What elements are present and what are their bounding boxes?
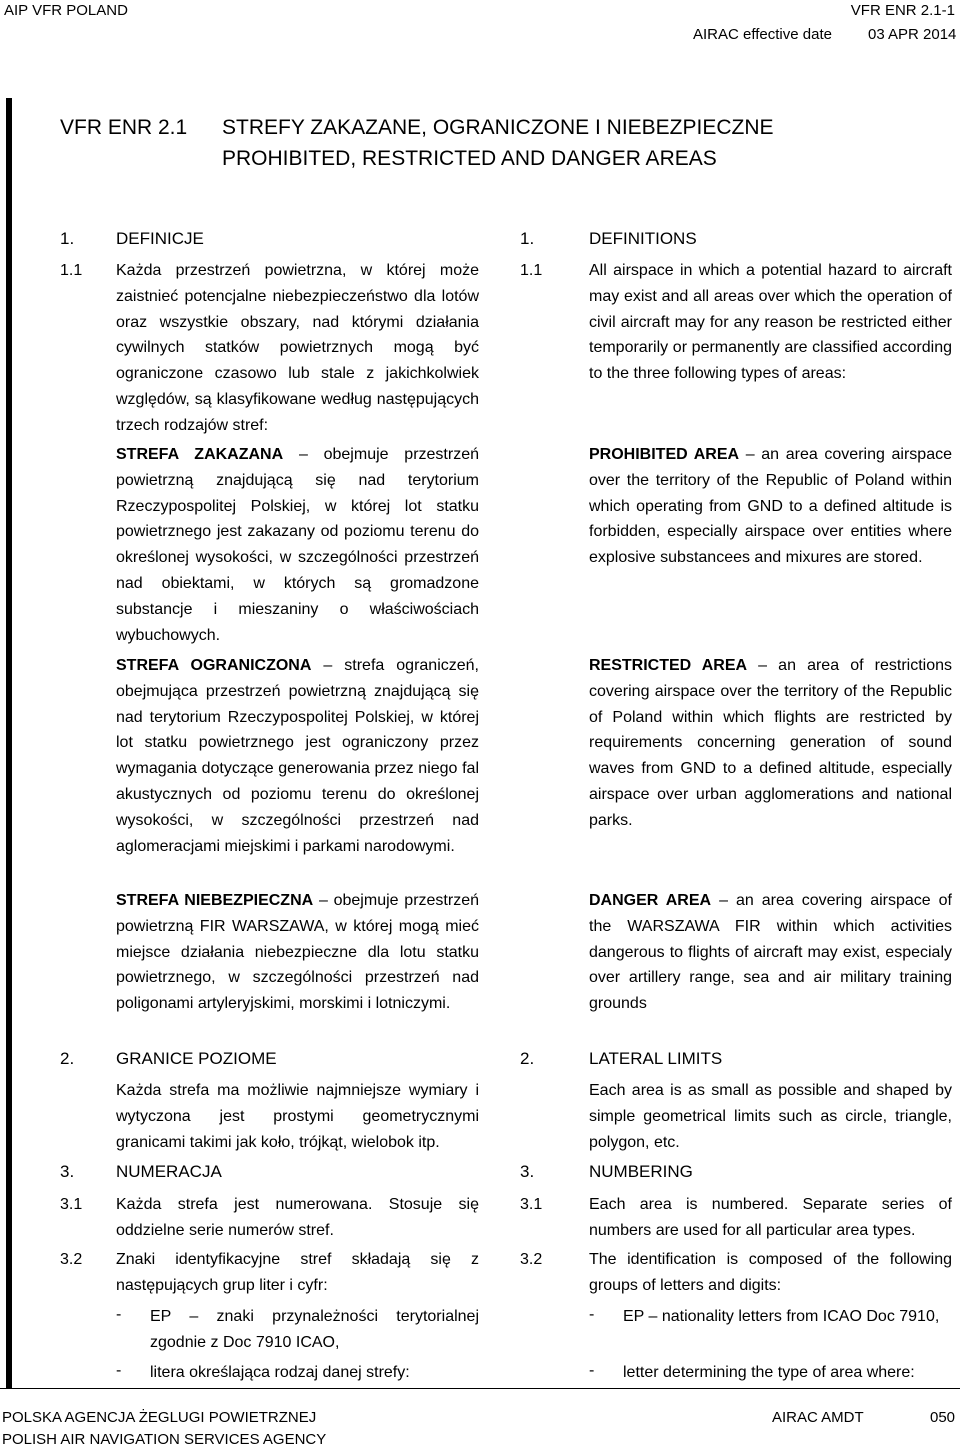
en-para-3-2: The identification is composed of the following groups of letters and digits: xyxy=(589,1251,952,1294)
pl-bullet-1: EP – znaki przynależności terytorialnej zgodnie z Doc 7910 ICAO, xyxy=(150,1308,479,1351)
page-reference: VFR ENR 2.1-1 xyxy=(850,2,955,19)
pl-para-3-2: Znaki identyfikacyjne stref składają się z następujących grup liter i cyfr: xyxy=(116,1251,479,1294)
pl-danger-def xyxy=(116,888,479,1017)
pl-section-2-title: GRANICE POZIOME xyxy=(116,1049,277,1068)
en-section-1-number: 1. xyxy=(520,229,535,248)
en-section-2-text: Each area is as small as possible and shaped by simple geometrical limits such as circle, triangle, polygon, etc. xyxy=(589,1082,952,1151)
pl-bullet-2: litera określająca rodzaj danej strefy: xyxy=(150,1364,410,1381)
pl-prohibited-text: – obejmuje przestrzeń powietrzną znajdującą się nad terytorium Rzeczypospolitej Polskiej, w której lot statku powietrznego jest zakazany od poziomu terenu do określonej wysokości, w szczególności przestrzeń nad obiektami, w których są gromadzone substancje i mieszaniny o właściwościach wybuchowych. xyxy=(116,446,480,644)
en-section-1-title: DEFINITIONS xyxy=(589,229,697,248)
en-bullet-1: EP – nationality letters from ICAO Doc 7910, xyxy=(623,1308,940,1325)
en-section-2-title: LATERAL LIMITS xyxy=(589,1049,723,1068)
title-pl: STREFY ZAKAZANE, OGRANICZONE I NIEBEZPIECZNE xyxy=(222,116,774,139)
pl-restricted-def xyxy=(116,653,479,859)
pl-section-1-title: DEFINICJE xyxy=(116,229,204,248)
pl-restricted-term: STREFA OGRANICZONA xyxy=(116,657,312,674)
pl-bullet-2-dash: - xyxy=(116,1362,122,1379)
airac-effective xyxy=(693,26,957,43)
en-para-3-1: Each area is numbered. Separate series of numbers are used for all particular area types. xyxy=(589,1196,952,1239)
pl-para-1-1: Każda przestrzeń powietrzna, w której może zaistnieć potencjalne niebezpieczeństwo dla lotów oraz wszystkie obszary, nad którymi działania cywilnych statków powietrznych mogą być ograniczone czasowo lub stale z jakichkolwiek względów, są klasyfikowane według następujących trzech rodzajów stref: xyxy=(116,262,479,434)
pl-section-2-text: Każda strefa ma możliwie najmniejsze wymiary i wytyczona jest prostymi geometrycznymi granicami takimi jak koło, trójkąt, wielobok itp. xyxy=(116,1082,479,1151)
en-restricted-term: RESTRICTED AREA xyxy=(589,657,748,674)
en-prohibited-text: – an area covering airspace over the territory of the Republic of Poland within which operating from GND to a defined altitude is forbidden, especially airspace over entities where explosive substancees and mixures are stored. xyxy=(589,446,953,567)
amendment-number: 050 xyxy=(930,1409,956,1426)
airac-date: 03 APR 2014 xyxy=(868,26,957,43)
pl-danger-text: – obejmuje przestrzeń powietrzną FIR WARSZAWA, w której mogą mieć miejsce działania niebezpieczne dla lotu statku powietrznego, w szczególności przestrzeń nad poligonami artyleryjskimi, morskimi i lotniczymi. xyxy=(116,892,479,1013)
pl-para-3-1: Każda strefa jest numerowana. Stosuje się oddzielne serie numerów stref. xyxy=(116,1196,479,1239)
change-bar xyxy=(6,98,12,1388)
amendment-label: AIRAC AMDT xyxy=(772,1409,864,1426)
en-bullet-1-dash: - xyxy=(589,1306,595,1323)
pl-prohibited-term: STREFA ZAKAZANA xyxy=(116,446,284,463)
agency-name-pl: POLSKA AGENCJA ŻEGLUGI POWIETRZNEJ xyxy=(2,1409,317,1426)
en-para-3-2-number: 3.2 xyxy=(520,1251,543,1268)
section-number: VFR ENR 2.1 xyxy=(60,116,188,139)
en-para-3-1-number: 3.1 xyxy=(520,1196,543,1213)
pl-prohibited-def xyxy=(116,442,479,648)
en-restricted-text: – an area of restrictions covering airspace over the territory of the Republic of Poland within which flights are restricted by requirements concerning generation of sound waves from GND to a defined altitude, especially airspace over urban agglomerations and national parks. xyxy=(589,657,952,829)
en-para-1-1: All airspace in which a potential hazard to aircraft may exist and all areas over which the operation of civil aircraft may for any reason be restricted either temporarily or permanently are classified according to the three following types of areas: xyxy=(589,262,952,383)
pl-para-3-1-number: 3.1 xyxy=(60,1196,83,1213)
pl-section-3-title: NUMERACJA xyxy=(116,1162,222,1181)
title-en: PROHIBITED, RESTRICTED AND DANGER AREAS xyxy=(222,147,717,170)
en-prohibited-term: PROHIBITED AREA xyxy=(589,446,740,463)
airac-label: AIRAC effective date xyxy=(693,26,832,43)
pl-para-1-1-number: 1.1 xyxy=(60,262,83,279)
pl-section-2-number: 2. xyxy=(60,1049,75,1068)
pl-para-3-2-number: 3.2 xyxy=(60,1251,83,1268)
doc-source: AIP VFR POLAND xyxy=(4,2,128,19)
en-section-3-number: 3. xyxy=(520,1162,535,1181)
en-prohibited-def xyxy=(589,442,952,571)
en-para-1-1-number: 1.1 xyxy=(520,262,543,279)
page-footer xyxy=(0,1388,960,1448)
pl-restricted-text: – strefa ograniczeń, obejmująca przestrzeń powietrzną znajdującą się nad terytorium Rzeczypospolitej Polskiej, w której lot statku powietrznego jest ograniczony przez wymagania dotyczące generowania przez niego fal akustycznych od poziomu terenu do określonej wysokości, w szczególności przestrzeń nad aglomeracjami miejskimi i parkami narodowymi. xyxy=(116,657,480,855)
pl-bullet-1-dash: - xyxy=(116,1306,122,1323)
en-restricted-def xyxy=(589,653,952,834)
en-section-2-number: 2. xyxy=(520,1049,535,1068)
en-danger-term: DANGER AREA xyxy=(589,892,712,909)
en-bullet-2-dash: - xyxy=(589,1362,595,1379)
en-danger-def xyxy=(589,888,952,1017)
agency-name-en: POLISH AIR NAVIGATION SERVICES AGENCY xyxy=(2,1431,327,1448)
en-section-3-title: NUMBERING xyxy=(589,1162,693,1181)
pl-danger-term: STREFA NIEBEZPIECZNA xyxy=(116,892,314,909)
pl-section-3-number: 3. xyxy=(60,1162,75,1181)
en-danger-text: – an area covering airspace of the WARSZAWA FIR within which activities dangerous to flights of aircraft may exist, especialy over artillery range, sea and air military training grounds xyxy=(589,892,953,1013)
pl-section-1-number: 1. xyxy=(60,229,75,248)
en-bullet-2: letter determining the type of area where: xyxy=(623,1364,915,1381)
